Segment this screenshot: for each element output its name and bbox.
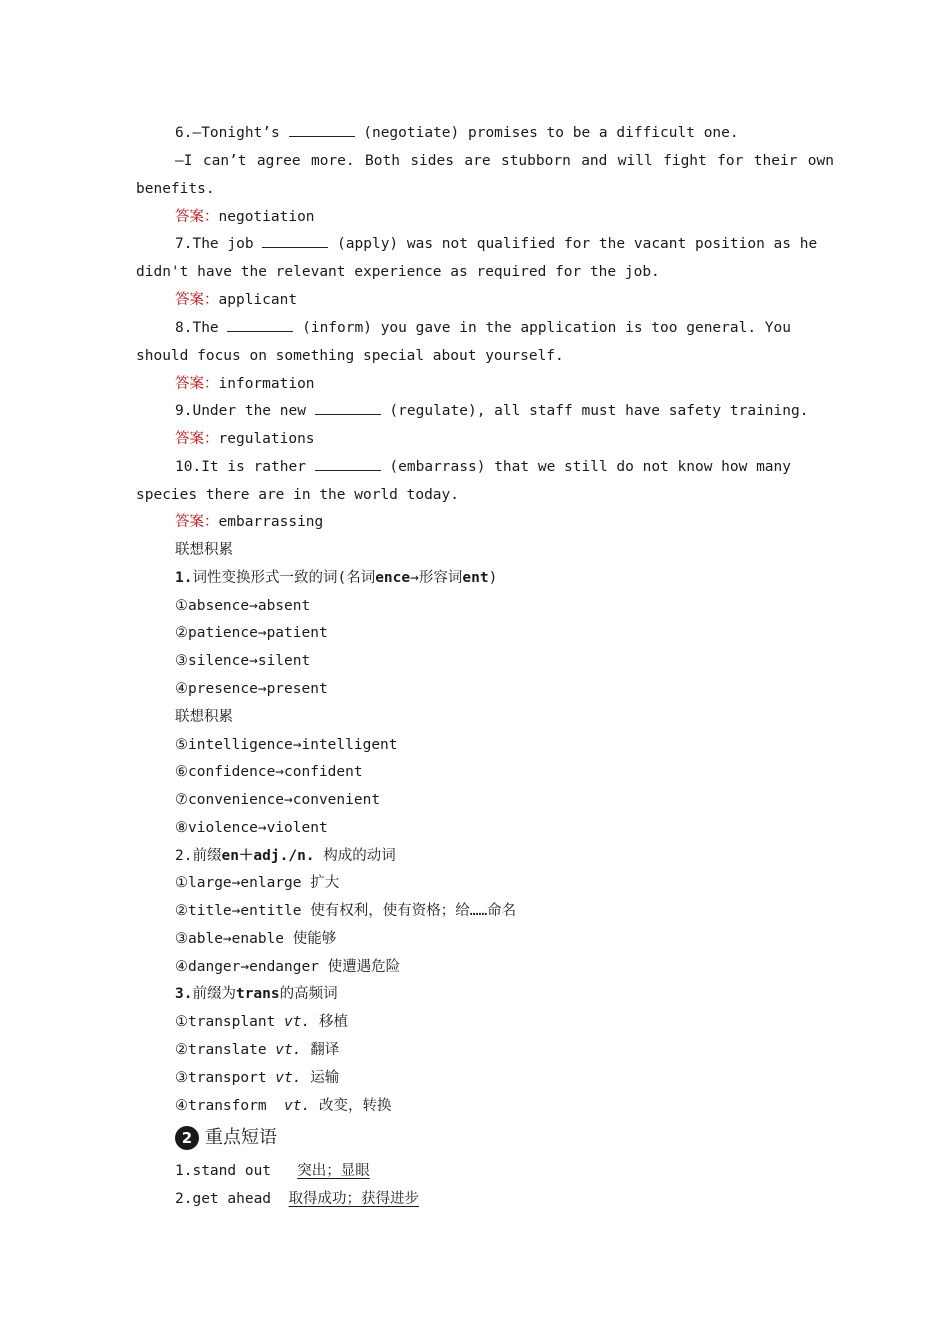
question-number: 6. — [175, 125, 193, 141]
list-item: ①absence→absent — [175, 598, 311, 614]
answer-text: negotiation — [218, 209, 315, 225]
list-item — [175, 1040, 339, 1060]
part-of-speech: vt. — [275, 1042, 302, 1058]
heading-text: 词性变换形式一致的词(名词 — [192, 570, 376, 586]
question-9 — [175, 401, 808, 421]
heading-text: 形容词 — [418, 570, 463, 586]
question-text: (apply) was not qualified for the vacant position as he — [328, 236, 818, 252]
question-text: (embarrass) that we still do not know how many — [380, 459, 792, 475]
meaning: 运输 — [301, 1070, 340, 1086]
list-item — [175, 1012, 348, 1032]
question-text: Under the new — [192, 403, 315, 419]
answer-8 — [175, 374, 315, 394]
fill-blank — [262, 235, 328, 248]
phrase-english: 1.stand out — [175, 1163, 298, 1179]
question-6 — [175, 123, 739, 143]
question-10 — [175, 457, 791, 477]
part-of-speech: vt. — [275, 1070, 302, 1086]
answer-9 — [175, 429, 315, 449]
section-2-heading — [175, 1124, 277, 1152]
question-7-cont: didn't have the relevant experience as required for the job. — [136, 264, 660, 280]
list-item: ①large→enlarge 扩大 — [175, 875, 340, 891]
section-label: 联想积累 — [175, 709, 233, 725]
answer-label: 答案： — [175, 514, 219, 530]
meaning: 改变，转换 — [310, 1098, 392, 1114]
list-item: ②patience→patient — [175, 625, 328, 641]
word: ②translate — [175, 1042, 276, 1058]
answer-6 — [175, 207, 315, 227]
question-7 — [175, 234, 817, 254]
question-number: 9. — [175, 403, 193, 419]
phrase-meaning: 突出；显眼 — [297, 1163, 370, 1179]
group-number: 1. — [175, 570, 193, 586]
list-item: ②title→entitle 使有权利，使有资格；给……命名 — [175, 903, 517, 919]
question-text: (inform) you gave in the application is too general. You — [293, 320, 791, 336]
question-number: 10. — [175, 459, 202, 475]
list-item: ⑦convenience→convenient — [175, 792, 381, 808]
fill-blank — [289, 124, 355, 137]
fill-blank — [227, 319, 293, 332]
group-number: 3. — [175, 986, 193, 1002]
answer-label: 答案： — [175, 209, 219, 225]
question-number: 8. — [175, 320, 193, 336]
question-8 — [175, 318, 791, 338]
section-label: 联想积累 — [175, 542, 233, 558]
phrase-item — [175, 1189, 419, 1209]
heading-text: 的高频词 — [279, 986, 338, 1002]
word: ①transplant — [175, 1014, 285, 1030]
answer-text: regulations — [218, 431, 315, 447]
phrase-item — [175, 1161, 370, 1181]
answer-7 — [175, 290, 297, 310]
list-item: ④danger→endanger 使遭遇危险 — [175, 959, 401, 975]
group-3-heading — [175, 984, 338, 1004]
question-text: It is rather — [201, 459, 315, 475]
question-text: The job — [192, 236, 263, 252]
group-number: 2. — [175, 848, 193, 864]
question-text: The — [192, 320, 228, 336]
fill-blank — [315, 458, 381, 471]
phrase-english: 2.get ahead — [175, 1191, 289, 1207]
list-item: ③silence→silent — [175, 653, 311, 669]
heading-text: 构成的动词 — [314, 848, 396, 864]
arrow-icon: → — [410, 570, 419, 586]
phrase-meaning: 取得成功；获得进步 — [288, 1191, 419, 1207]
section-number-badge: 2 — [175, 1126, 199, 1150]
list-item: ⑧violence→violent — [175, 820, 328, 836]
question-6-reply: —I can’t agree more. Both sides are stubborn and will fight for their own — [175, 153, 834, 169]
fill-blank — [315, 402, 381, 415]
list-item: ⑤intelligence→intelligent — [175, 737, 398, 753]
group-2-heading — [175, 846, 396, 866]
answer-label: 答案： — [175, 431, 219, 447]
list-item — [175, 1068, 339, 1088]
list-item: ④presence→present — [175, 681, 328, 697]
answer-label: 答案： — [175, 292, 219, 308]
answer-text: applicant — [218, 292, 298, 308]
heading-formula: en＋adj./n. — [221, 848, 315, 864]
question-text: (negotiate) promises to be a difficult one. — [354, 125, 739, 141]
heading-suffix: ence — [375, 570, 411, 586]
meaning: 翻译 — [301, 1042, 340, 1058]
word: ④transform — [175, 1098, 285, 1114]
question-6-reply-cont: benefits. — [136, 181, 215, 197]
heading-text: 前缀为 — [192, 986, 236, 1002]
question-number: 7. — [175, 236, 193, 252]
heading-prefix: trans — [235, 986, 280, 1002]
group-1-heading — [175, 568, 497, 588]
question-text: (regulate), all staff must have safety training. — [380, 403, 809, 419]
part-of-speech: vt. — [284, 1098, 311, 1114]
question-8-cont: should focus on something special about yourself. — [136, 348, 564, 364]
list-item: ⑥confidence→confident — [175, 764, 363, 780]
heading-text: 前缀 — [192, 848, 222, 864]
meaning: 移植 — [310, 1014, 348, 1030]
answer-10 — [175, 512, 323, 532]
answer-text: information — [218, 376, 315, 392]
list-item — [175, 1096, 391, 1116]
section-title: 重点短语 — [205, 1127, 277, 1148]
question-10-cont: species there are in the world today. — [136, 487, 460, 503]
word: ③transport — [175, 1070, 276, 1086]
question-text: —Tonight’s — [192, 125, 289, 141]
part-of-speech: vt. — [284, 1014, 311, 1030]
heading-suffix: ent — [462, 570, 489, 586]
list-item: ③able→enable 使能够 — [175, 931, 337, 947]
heading-text: ) — [488, 570, 498, 586]
answer-label: 答案： — [175, 376, 219, 392]
answer-text: embarrassing — [218, 514, 324, 530]
